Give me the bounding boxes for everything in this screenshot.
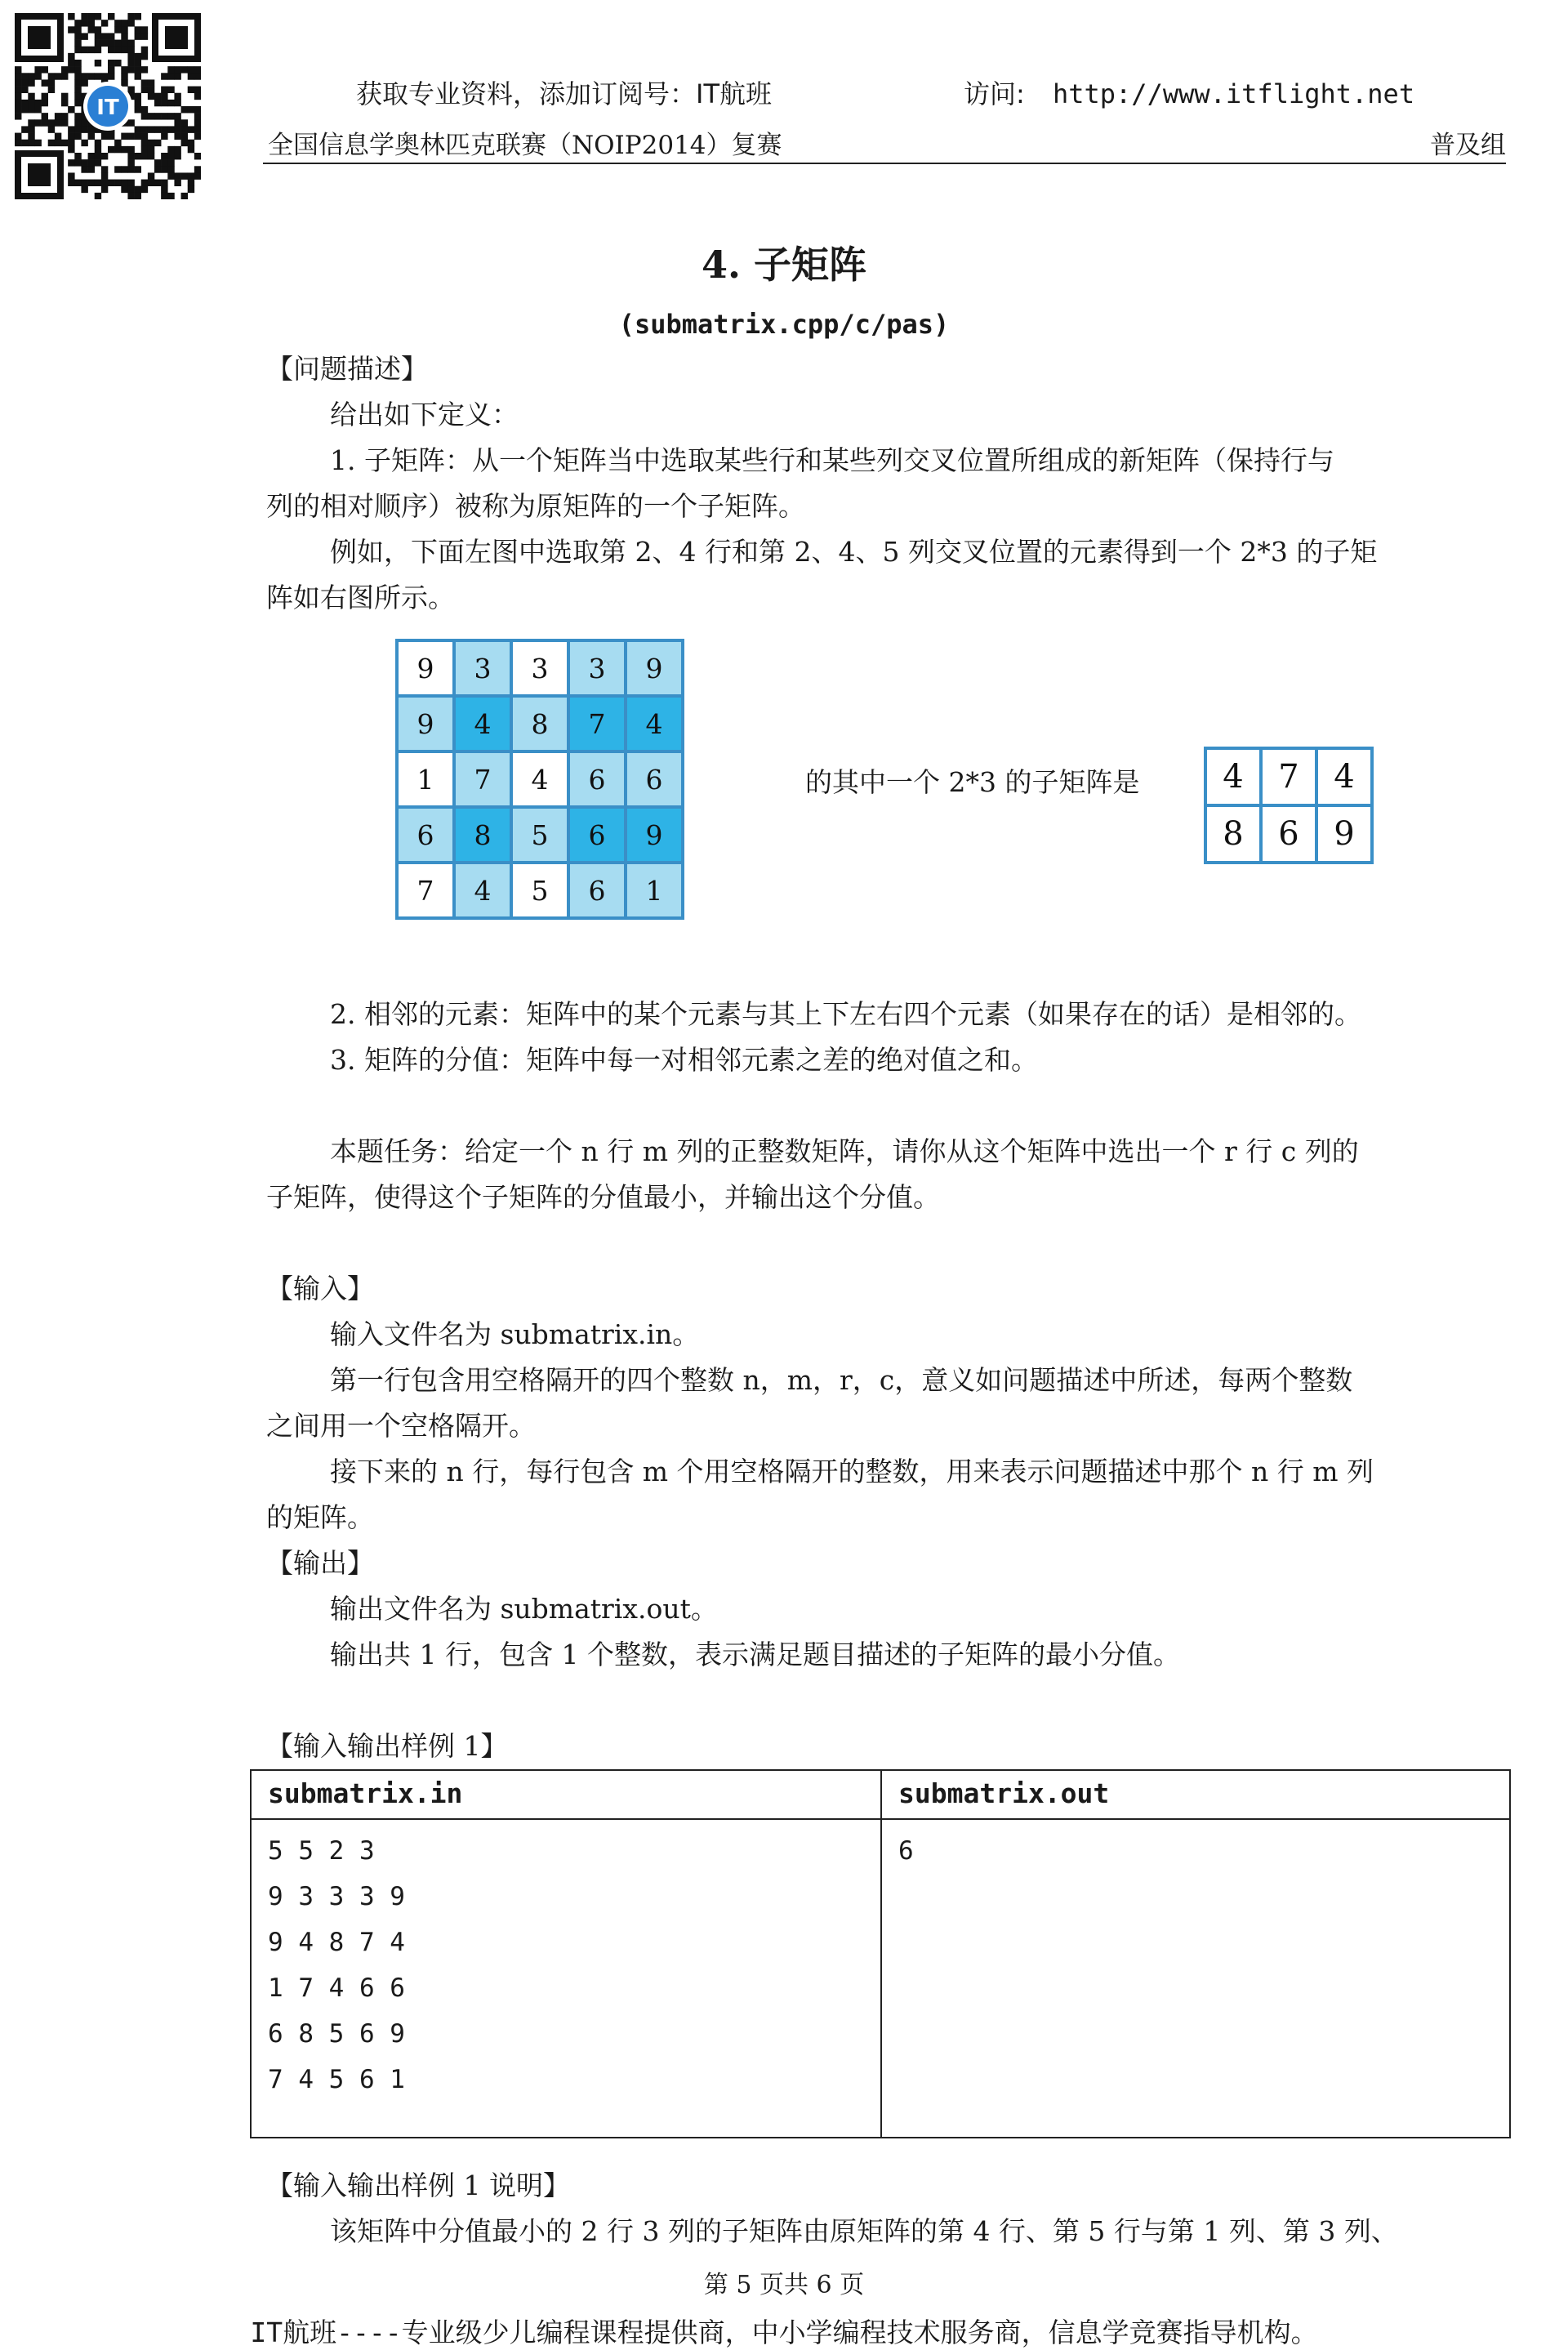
matrix-cell: 9 — [397, 696, 454, 751]
matrix-cell: 5 — [511, 863, 568, 918]
table-column-divider — [880, 1771, 882, 2137]
matrix-cell: 6 — [568, 863, 626, 918]
definition-3: 3. 矩阵的分值：矩阵中每一对相邻元素之差的绝对值之和。 — [330, 1044, 1038, 1076]
header-divider — [263, 163, 1506, 164]
task-line-1: 本题任务：给定一个 n 行 m 列的正整数矩阵，请你从这个矩阵中选出一个 r 行 c 列的 — [330, 1135, 1359, 1167]
submatrix-cell: 7 — [1261, 748, 1316, 805]
matrix-cell: 6 — [568, 807, 626, 863]
output-line-1: 输出文件名为 submatrix.out。 — [330, 1593, 718, 1625]
matrix-cell: 8 — [454, 807, 511, 863]
input-heading: 【输入】 — [266, 1273, 374, 1304]
input-line-2a: 第一行包含用空格隔开的四个整数 n，m，r，c，意义如问题描述中所述，每两个整数 — [330, 1364, 1353, 1396]
visit-label: 访问: — [964, 78, 1025, 109]
sample-input-line: 1 7 4 6 6 — [268, 1973, 405, 2003]
input-line-2b: 之间用一个空格隔开。 — [266, 1410, 536, 1442]
matrix-cell: 8 — [511, 696, 568, 751]
definition-1-line-2: 列的相对顺序）被称为原矩阵的一个子矩阵。 — [266, 490, 805, 522]
visit-url-link[interactable]: http://www.itflight.net — [1052, 78, 1415, 109]
page-number: 第 5 页共 6 页 — [703, 2271, 865, 2299]
sample-input-line: 5 5 2 3 — [268, 1836, 375, 1866]
sample-table — [250, 1769, 1511, 2138]
explanation-heading: 【输入输出样例 1 说明】 — [266, 2169, 570, 2201]
sample-input-content — [268, 1828, 405, 2103]
matrix-cell: 4 — [454, 696, 511, 751]
qr-logo-text: IT — [96, 96, 119, 120]
submatrix-cell: 4 — [1205, 748, 1261, 805]
matrix-cell: 3 — [511, 640, 568, 696]
submatrix-cell: 4 — [1316, 748, 1372, 805]
matrix-cell: 6 — [568, 751, 626, 807]
definition-1-line-1: 1. 子矩阵：从一个矩阵当中选取某些行和某些列交叉位置所组成的新矩阵（保持行与 — [330, 444, 1334, 476]
promo-text: 获取专业资料，添加订阅号：IT航班 — [356, 78, 772, 109]
matrix-cell: 4 — [626, 696, 683, 751]
matrix-cell: 3 — [454, 640, 511, 696]
problem-title: 4. 子矩阵 — [701, 243, 867, 287]
figure-caption: 的其中一个 2*3 的子矩阵是 — [805, 766, 1140, 798]
sample-output-line: 6 — [898, 1836, 914, 1866]
visit-line — [964, 74, 1414, 111]
input-line-3a: 接下来的 n 行，每行包含 m 个用空格隔开的整数，用来表示问题描述中那个 n 行 m 列 — [330, 1456, 1374, 1487]
sample-output-content — [898, 1828, 914, 1874]
matrix-cell: 1 — [397, 751, 454, 807]
submatrix-example — [1204, 747, 1374, 864]
sample-heading: 【输入输出样例 1】 — [266, 1730, 508, 1762]
input-line-1: 输入文件名为 submatrix.in。 — [330, 1318, 700, 1350]
matrix-cell: 9 — [397, 640, 454, 696]
problem-filename: (submatrix.cpp/c/pas) — [618, 309, 950, 340]
matrix-cell: 7 — [397, 863, 454, 918]
sample-input-line: 9 4 8 7 4 — [268, 1928, 405, 1957]
description-heading: 【问题描述】 — [266, 353, 428, 385]
qr-code-image — [15, 13, 201, 199]
doc-title: 全国信息学奥林匹克联赛（NOIP2014）复赛 — [268, 131, 782, 160]
original-matrix — [395, 639, 684, 920]
task-line-2: 子矩阵，使得这个子矩阵的分值最小，并输出这个分值。 — [266, 1181, 940, 1213]
output-line-2: 输出共 1 行，包含 1 个整数，表示满足题目描述的子矩阵的最小分值。 — [330, 1639, 1180, 1670]
footer-text: IT航班----专业级少儿编程课程提供商，中小学编程技术服务商，信息学竞赛指导机构。 — [250, 2317, 1318, 2348]
explanation-line-1: 该矩阵中分值最小的 2 行 3 列的子矩阵由原矩阵的第 4 行、第 5 行与第 1 列、第 3 列、 — [330, 2215, 1398, 2247]
matrix-cell: 5 — [511, 807, 568, 863]
matrix-cell: 9 — [626, 640, 683, 696]
matrix-cell: 6 — [397, 807, 454, 863]
table-header-divider — [252, 1818, 1509, 1820]
matrix-cell: 9 — [626, 807, 683, 863]
sample-input-line: 7 4 5 6 1 — [268, 2065, 405, 2094]
sample-input-header: submatrix.in — [268, 1777, 463, 1809]
matrix-cell: 4 — [511, 751, 568, 807]
example-line-1: 例如，下面左图中选取第 2、4 行和第 2、4、5 列交叉位置的元素得到一个 2*3 的子矩 — [330, 536, 1378, 568]
submatrix-cell: 9 — [1316, 805, 1372, 863]
matrix-cell: 7 — [454, 751, 511, 807]
matrix-cell: 3 — [568, 640, 626, 696]
sample-input-line: 9 3 3 3 9 — [268, 1882, 405, 1911]
input-line-3b: 的矩阵。 — [266, 1501, 374, 1533]
description-intro: 给出如下定义： — [330, 399, 519, 430]
submatrix-cell: 8 — [1205, 805, 1261, 863]
output-heading: 【输出】 — [266, 1547, 374, 1579]
definition-2: 2. 相邻的元素：矩阵中的某个元素与其上下左右四个元素（如果存在的话）是相邻的。 — [330, 998, 1361, 1030]
example-line-2: 阵如右图所示。 — [266, 582, 455, 613]
matrix-cell: 4 — [454, 863, 511, 918]
sample-output-header: submatrix.out — [898, 1777, 1110, 1809]
matrix-cell: 1 — [626, 863, 683, 918]
matrix-cell: 7 — [568, 696, 626, 751]
submatrix-cell: 6 — [1261, 805, 1316, 863]
group-label: 普及组 — [1430, 131, 1506, 160]
sample-input-line: 6 8 5 6 9 — [268, 2019, 405, 2049]
matrix-cell: 6 — [626, 751, 683, 807]
